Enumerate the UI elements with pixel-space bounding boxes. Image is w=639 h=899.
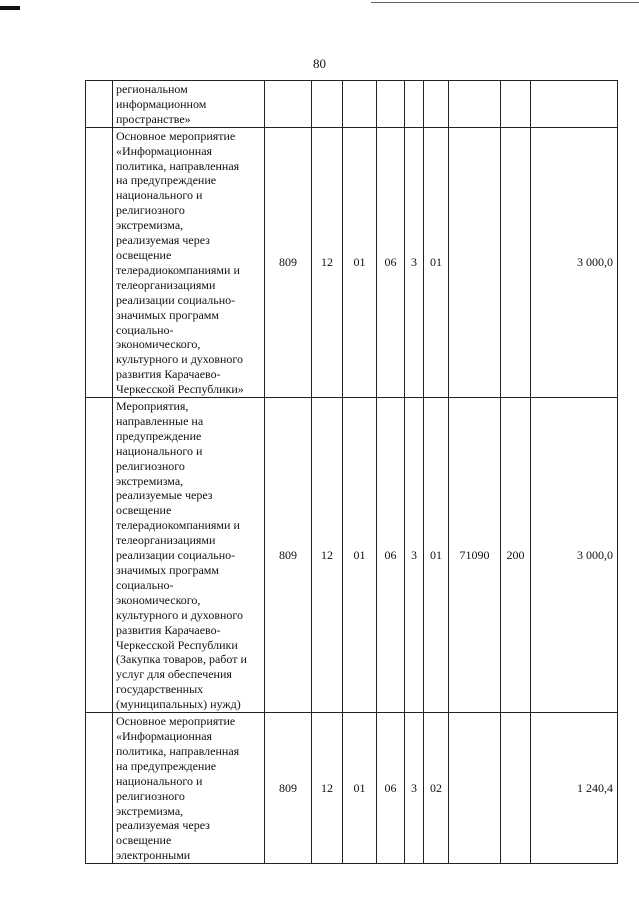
table-cell-razdel [312,81,343,128]
table-cell-name: Основное мероприятие «Информационная политика, направленная на предупреждение национального и религиозного экстремизма, реализуемая через освещение телерадиокомпаниями и телеорганизациями реализации социально- значимых программ социально- экономического, культурного и духовного развития Карачаево- Черкесской Республики» [113,127,265,397]
table-cell-kod1 [377,81,405,128]
table-cell-napravlenie [449,81,501,128]
table-cell-summa: 1 240,4 [531,713,618,864]
table-cell-vid-rashodov [501,713,531,864]
table-cell-podrazdel: 01 [343,127,377,397]
table-cell-razdel: 12 [312,713,343,864]
scan-edge-line-right [371,2,639,3]
table-cell-vedomstvo [265,81,312,128]
table-cell-kod1: 06 [377,398,405,713]
table-cell-kod3: 01 [424,398,449,713]
table-cell-number [86,713,113,864]
table-row [86,713,618,864]
table-cell-name: региональном информационном пространстве» [113,81,265,128]
table-cell-podrazdel [343,81,377,128]
table-cell-podrazdel: 01 [343,713,377,864]
page-number: 80 [313,56,326,71]
table-cell-vid-rashodov: 200 [501,398,531,713]
table-cell-vedomstvo: 809 [265,398,312,713]
table-cell-kod3 [424,81,449,128]
table-cell-kod2: 3 [405,713,424,864]
table-cell-summa: 3 000,0 [531,398,618,713]
table-cell-summa: 3 000,0 [531,127,618,397]
table-cell-kod1: 06 [377,127,405,397]
scan-edge-mark-left [0,6,20,10]
table-cell-name: Мероприятия, направленные на предупреждение национального и религиозного экстремизма, реализуемые через освещение телерадиокомпаниями и телеорганизациями реализации социально- значимых программ социально- экономического, культурного и духовного развития Карачаево- Черкесской Республики (Закупка товаров, работ и услуг для обеспечения государственных (муниципальных) нужд) [113,398,265,713]
table-cell-kod3: 02 [424,713,449,864]
table-cell-kod2 [405,81,424,128]
table-cell-kod1: 06 [377,713,405,864]
table-row [86,81,618,128]
table-cell-podrazdel: 01 [343,398,377,713]
table-cell-vid-rashodov [501,81,531,128]
table-cell-napravlenie [449,713,501,864]
table-cell-vedomstvo: 809 [265,127,312,397]
table-cell-razdel: 12 [312,398,343,713]
table-cell-napravlenie: 71090 [449,398,501,713]
table-cell-napravlenie [449,127,501,397]
table-cell-name: Основное мероприятие «Информационная политика, направленная на предупреждение национального и религиозного экстремизма, реализуемая через освещение электронными [113,713,265,864]
table-cell-kod2: 3 [405,398,424,713]
table-cell-number [86,127,113,397]
table-cell-summa [531,81,618,128]
table-cell-number [86,81,113,128]
table-cell-vedomstvo: 809 [265,713,312,864]
table-cell-kod2: 3 [405,127,424,397]
table-row [86,127,618,397]
table-cell-vid-rashodov [501,127,531,397]
table-cell-kod3: 01 [424,127,449,397]
table-cell-number [86,398,113,713]
budget-table [85,80,618,864]
table-cell-razdel: 12 [312,127,343,397]
table-row [86,398,618,713]
